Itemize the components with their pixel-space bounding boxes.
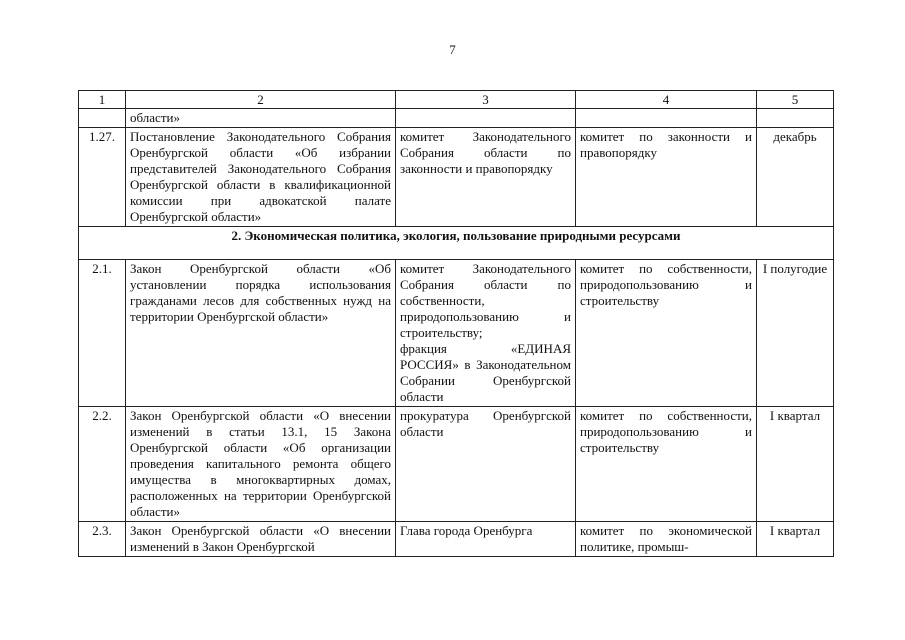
responsible-committee: комитет по собственности, природопользованию и строительству xyxy=(576,260,757,407)
item-number xyxy=(79,109,126,128)
document-title: Закон Оренбургской области «О внесении изменений в статьи 13.1, 15 Закона Оренбургской области «Об организации проведения капитального ремонта общего имущества в многоквартирных домах, расположенных на территории Оренбургской области» xyxy=(126,407,396,522)
page-number: 7 xyxy=(449,42,456,57)
responsible-committee: комитет по собственности, природопользованию и строительству xyxy=(576,407,757,522)
document-title: Постановление Законодательного Собрания Оренбургской области «Об избрании представителей Законодательного Собрания Оренбургской области в квалификационной комиссии при адвокатской палате Оренбургской области» xyxy=(126,128,396,227)
term: I полугодие xyxy=(757,260,834,407)
legislative-plan-table xyxy=(78,90,834,557)
responsible-committee xyxy=(576,109,757,128)
column-number: 3 xyxy=(396,91,576,109)
initiator: комитет Законодательного Собрания области по собственности, природопользованию и строительству; фракция «ЕДИНАЯ РОССИЯ» в Законодательном Собрании Оренбургской области xyxy=(396,260,576,407)
initiator xyxy=(396,109,576,128)
document-title: Закон Оренбургской области «О внесении изменений в Закон Оренбургской xyxy=(126,522,396,557)
document-title: области» xyxy=(126,109,396,128)
column-number: 2 xyxy=(126,91,396,109)
responsible-committee: комитет по экономической политике, промыш- xyxy=(576,522,757,557)
table-row xyxy=(79,260,834,407)
section-heading: 2. Экономическая политика, экология, пользование природными ресурсами xyxy=(79,227,834,260)
item-number: 2.3. xyxy=(79,522,126,557)
continuation-row xyxy=(79,109,834,128)
column-number-row xyxy=(79,91,834,109)
initiator: Глава города Оренбурга xyxy=(396,522,576,557)
item-number: 1.27. xyxy=(79,128,126,227)
initiator: комитет Законодательного Собрания области по законности и правопорядку xyxy=(396,128,576,227)
column-number: 1 xyxy=(79,91,126,109)
item-number: 2.1. xyxy=(79,260,126,407)
document-title: Закон Оренбургской области «Об установлении порядка использования гражданами лесов для собственных нужд на территории Оренбургской области» xyxy=(126,260,396,407)
table-row xyxy=(79,522,834,557)
section-heading-row xyxy=(79,227,834,260)
responsible-committee: комитет по законности и правопорядку xyxy=(576,128,757,227)
term: I квартал xyxy=(757,407,834,522)
term xyxy=(757,109,834,128)
column-number: 4 xyxy=(576,91,757,109)
column-number: 5 xyxy=(757,91,834,109)
table-row xyxy=(79,128,834,227)
table-row xyxy=(79,407,834,522)
initiator: прокуратура Оренбургской области xyxy=(396,407,576,522)
term: декабрь xyxy=(757,128,834,227)
term: I квартал xyxy=(757,522,834,557)
item-number: 2.2. xyxy=(79,407,126,522)
